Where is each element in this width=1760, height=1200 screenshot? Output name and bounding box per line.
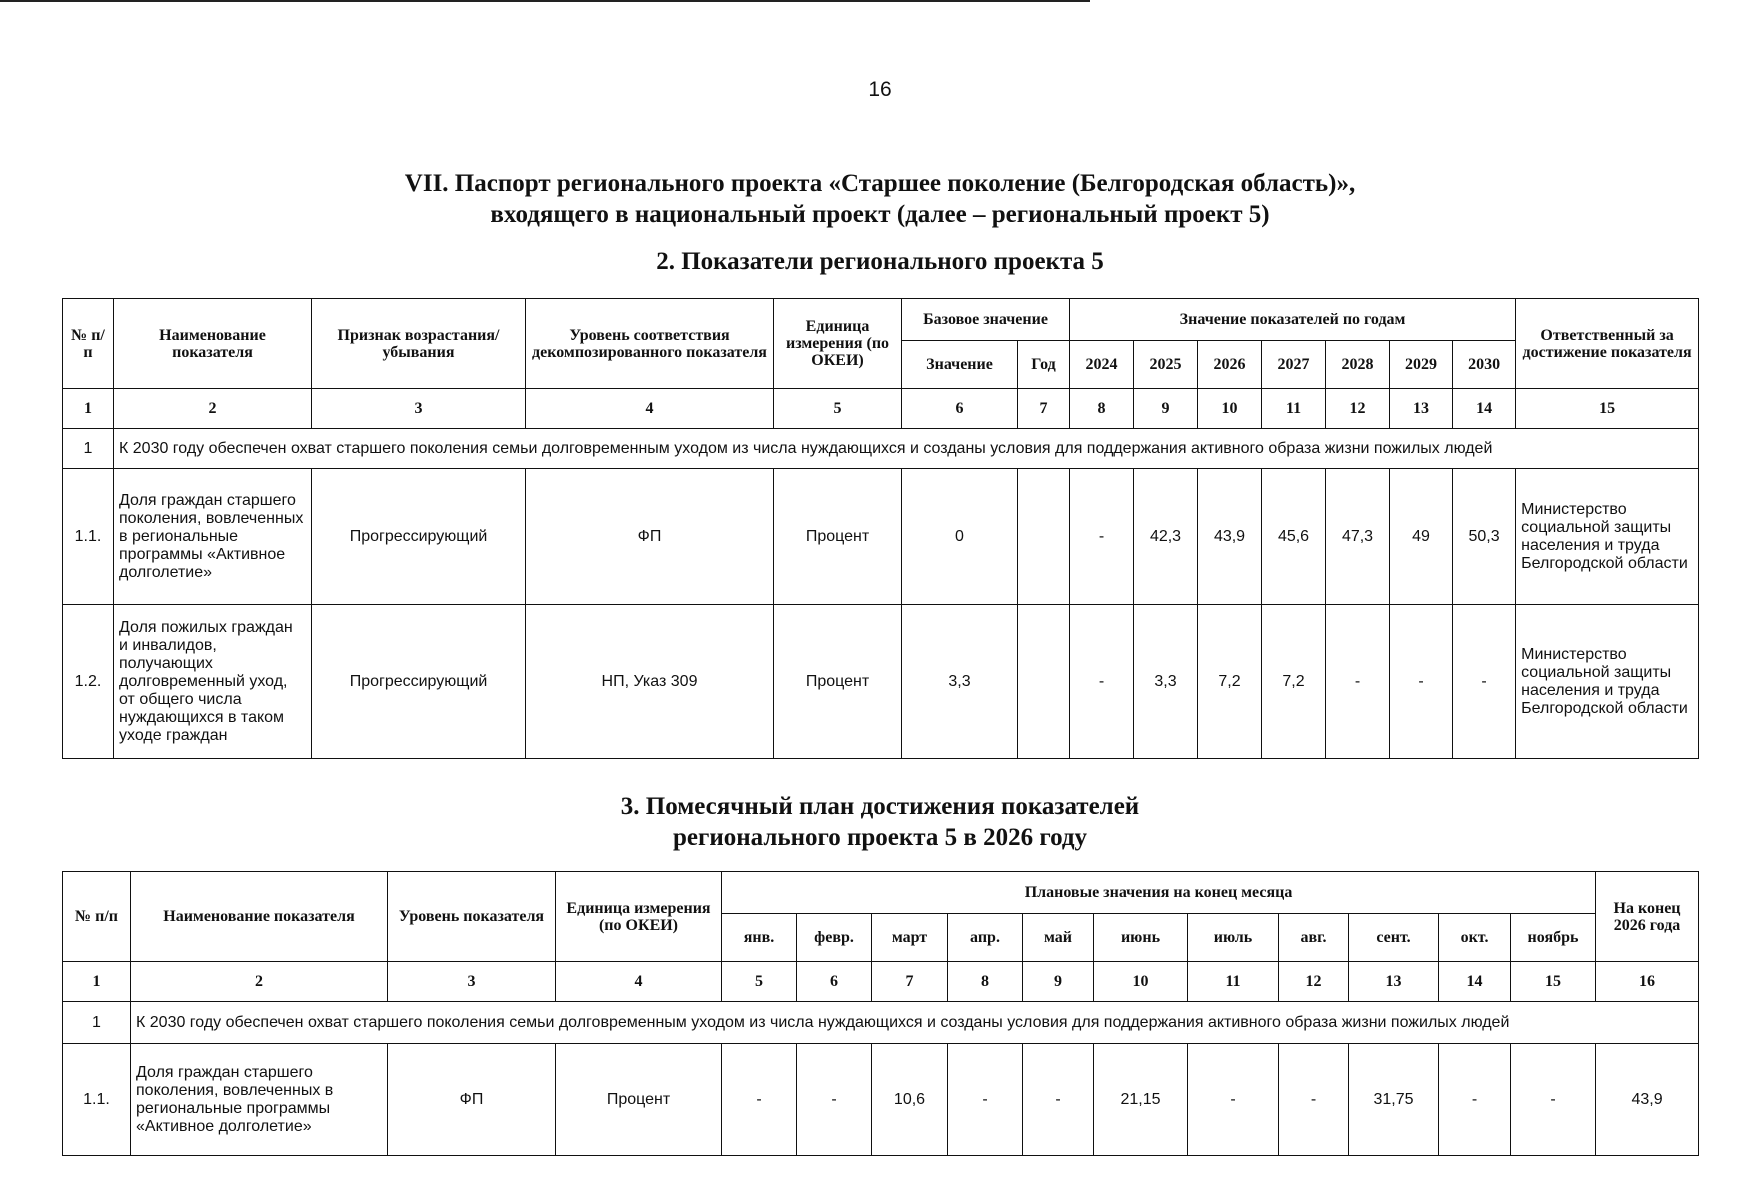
base-year bbox=[1018, 605, 1070, 759]
year-value: 47,3 bbox=[1326, 469, 1390, 605]
t1-header-year: 2027 bbox=[1262, 341, 1326, 389]
indicator-sign: Прогрессирующий bbox=[312, 605, 526, 759]
t1-header-responsible: Ответственный за достижение показателя bbox=[1516, 299, 1699, 389]
year-value: 7,2 bbox=[1262, 605, 1326, 759]
t1-header-unit: Единица измерения (по ОКЕИ) bbox=[774, 299, 902, 389]
t1-header-level: Уровень соответствия декомпозированного показателя bbox=[526, 299, 774, 389]
column-index: 8 bbox=[948, 962, 1023, 1002]
t2-header-month: ноябрь bbox=[1511, 914, 1596, 962]
t2-header-months-group: Плановые значения на конец месяца bbox=[722, 872, 1596, 914]
column-index: 4 bbox=[526, 389, 774, 429]
t1-header-base: Базовое значение bbox=[902, 299, 1070, 341]
month-value: - bbox=[1439, 1044, 1511, 1156]
column-index: 3 bbox=[388, 962, 556, 1002]
column-index: 6 bbox=[797, 962, 872, 1002]
section3-title-line2: регионального проекта 5 в 2026 году bbox=[672, 824, 1088, 851]
column-index: 5 bbox=[774, 389, 902, 429]
year-value: - bbox=[1070, 605, 1134, 759]
column-index: 1 bbox=[63, 389, 114, 429]
month-value: - bbox=[1023, 1044, 1094, 1156]
page-number: 16 bbox=[868, 78, 892, 101]
t1-header-year: 2029 bbox=[1390, 341, 1453, 389]
column-index: 5 bbox=[722, 962, 797, 1002]
t1-header-year: 2024 bbox=[1070, 341, 1134, 389]
month-value: - bbox=[1511, 1044, 1596, 1156]
column-index: 11 bbox=[1188, 962, 1279, 1002]
year-value: - bbox=[1326, 605, 1390, 759]
base-value: 0 bbox=[902, 469, 1018, 605]
table2-header-row1 bbox=[63, 872, 1699, 914]
month-value: - bbox=[1188, 1044, 1279, 1156]
month-value: 21,15 bbox=[1094, 1044, 1188, 1156]
column-index: 15 bbox=[1511, 962, 1596, 1002]
t2-header-month: янв. bbox=[722, 914, 797, 962]
column-index: 8 bbox=[1070, 389, 1134, 429]
base-year bbox=[1018, 469, 1070, 605]
indicator-unit: Процент bbox=[774, 605, 902, 759]
month-value: 10,6 bbox=[872, 1044, 948, 1156]
indicator-level: ФП bbox=[526, 469, 774, 605]
t2-header-month: апр. bbox=[948, 914, 1023, 962]
document-title-line2: входящего в национальный проект (далее – региональный проект 5) bbox=[490, 201, 1270, 228]
t1-header-year: 2030 bbox=[1453, 341, 1516, 389]
row-num: 1.2. bbox=[63, 605, 114, 759]
t1-header-sign: Признак возрастания/убывания bbox=[312, 299, 526, 389]
year-value: 50,3 bbox=[1453, 469, 1516, 605]
goal-text: К 2030 году обеспечен охват старшего поколения семьи долговременным уходом из числа нуждающихся и созданы условия для поддержания активного образа жизни пожилых людей bbox=[114, 429, 1699, 469]
indicator-unit: Процент bbox=[556, 1044, 722, 1156]
column-index: 2 bbox=[131, 962, 388, 1002]
column-index: 10 bbox=[1094, 962, 1188, 1002]
column-index: 14 bbox=[1453, 389, 1516, 429]
column-index: 2 bbox=[114, 389, 312, 429]
section3-title bbox=[0, 791, 1760, 853]
t2-header-month: март bbox=[872, 914, 948, 962]
column-index: 16 bbox=[1596, 962, 1699, 1002]
base-value: 3,3 bbox=[902, 605, 1018, 759]
month-value: - bbox=[1279, 1044, 1349, 1156]
column-index: 11 bbox=[1262, 389, 1326, 429]
column-index: 9 bbox=[1023, 962, 1094, 1002]
month-value: - bbox=[797, 1044, 872, 1156]
year-value: 3,3 bbox=[1134, 605, 1198, 759]
month-value: - bbox=[948, 1044, 1023, 1156]
indicator-name: Доля пожилых граждан и инвалидов, получающих долговременный уход, от общего числа нуждающихся в таком уходе граждан bbox=[114, 605, 312, 759]
goal-num: 1 bbox=[63, 429, 114, 469]
column-index: 6 bbox=[902, 389, 1018, 429]
column-index: 10 bbox=[1198, 389, 1262, 429]
t2-header-level: Уровень показателя bbox=[388, 872, 556, 962]
column-index: 9 bbox=[1134, 389, 1198, 429]
table-row bbox=[63, 605, 1699, 759]
indicator-name: Доля граждан старшего поколения, вовлеченных в региональные программы «Активное долголетие» bbox=[131, 1044, 388, 1156]
indicator-level: НП, Указ 309 bbox=[526, 605, 774, 759]
column-index: 13 bbox=[1349, 962, 1439, 1002]
year-value: - bbox=[1390, 605, 1453, 759]
t2-header-end: На конец 2026 года bbox=[1596, 872, 1699, 962]
column-index: 1 bbox=[63, 962, 131, 1002]
year-value: - bbox=[1070, 469, 1134, 605]
t2-header-month: окт. bbox=[1439, 914, 1511, 962]
year-value: 49 bbox=[1390, 469, 1453, 605]
year-value: 42,3 bbox=[1134, 469, 1198, 605]
column-index: 12 bbox=[1279, 962, 1349, 1002]
month-value: 31,75 bbox=[1349, 1044, 1439, 1156]
t2-header-unit: Единица измерения (по ОКЕИ) bbox=[556, 872, 722, 962]
t2-header-name: Наименование показателя bbox=[131, 872, 388, 962]
table2-goal-row bbox=[63, 1002, 1699, 1044]
document-title bbox=[0, 168, 1760, 230]
scan-top-line bbox=[0, 0, 1090, 2]
t1-header-num: № п/п bbox=[63, 299, 114, 389]
responsible: Министерство социальной защиты населения и труда Белгородской области bbox=[1516, 605, 1699, 759]
table1-index-row bbox=[63, 389, 1699, 429]
indicators-table bbox=[62, 298, 1699, 759]
indicator-sign: Прогрессирующий bbox=[312, 469, 526, 605]
t1-header-years-group: Значение показателей по годам bbox=[1070, 299, 1516, 341]
year-value: 43,9 bbox=[1198, 469, 1262, 605]
table2-index-row bbox=[63, 962, 1699, 1002]
table-row bbox=[63, 469, 1699, 605]
document-title-line1: VII. Паспорт регионального проекта «Старшее поколение (Белгородская область)», bbox=[404, 170, 1356, 197]
row-num: 1.1. bbox=[63, 469, 114, 605]
column-index: 4 bbox=[556, 962, 722, 1002]
responsible: Министерство социальной защиты населения и труда Белгородской области bbox=[1516, 469, 1699, 605]
t2-header-month: февр. bbox=[797, 914, 872, 962]
monthly-plan-table bbox=[62, 871, 1699, 1156]
t1-header-year: 2028 bbox=[1326, 341, 1390, 389]
goal-text: К 2030 году обеспечен охват старшего поколения семьи долговременным уходом из числа нуждающихся и созданы условия для поддержания активного образа жизни пожилых людей bbox=[131, 1002, 1699, 1044]
indicator-name: Доля граждан старшего поколения, вовлеченных в региональные программы «Активное долголетие» bbox=[114, 469, 312, 605]
month-value: - bbox=[722, 1044, 797, 1156]
column-index: 7 bbox=[872, 962, 948, 1002]
t2-header-month: июнь bbox=[1094, 914, 1188, 962]
section2-title: 2. Показатели регионального проекта 5 bbox=[656, 248, 1104, 275]
section3-title-line1: 3. Помесячный план достижения показателей bbox=[620, 793, 1140, 820]
t1-header-year: 2025 bbox=[1134, 341, 1198, 389]
end-of-year-value: 43,9 bbox=[1596, 1044, 1699, 1156]
t1-header-base-value: Значение bbox=[902, 341, 1018, 389]
column-index: 13 bbox=[1390, 389, 1453, 429]
t2-header-month: сент. bbox=[1349, 914, 1439, 962]
t1-header-base-year: Год bbox=[1018, 341, 1070, 389]
row-num: 1.1. bbox=[63, 1044, 131, 1156]
column-index: 12 bbox=[1326, 389, 1390, 429]
goal-num: 1 bbox=[63, 1002, 131, 1044]
t2-header-month: авг. bbox=[1279, 914, 1349, 962]
t2-header-month: июль bbox=[1188, 914, 1279, 962]
year-value: 45,6 bbox=[1262, 469, 1326, 605]
t1-header-name: Наименование показателя bbox=[114, 299, 312, 389]
indicator-level: ФП bbox=[388, 1044, 556, 1156]
column-index: 3 bbox=[312, 389, 526, 429]
t1-header-year: 2026 bbox=[1198, 341, 1262, 389]
table1-header-row1 bbox=[63, 299, 1699, 341]
column-index: 15 bbox=[1516, 389, 1699, 429]
column-index: 14 bbox=[1439, 962, 1511, 1002]
indicator-unit: Процент bbox=[774, 469, 902, 605]
table1-goal-row bbox=[63, 429, 1699, 469]
year-value: 7,2 bbox=[1198, 605, 1262, 759]
year-value: - bbox=[1453, 605, 1516, 759]
column-index: 7 bbox=[1018, 389, 1070, 429]
t2-header-month: май bbox=[1023, 914, 1094, 962]
table-row bbox=[63, 1044, 1699, 1156]
t2-header-num: № п/п bbox=[63, 872, 131, 962]
